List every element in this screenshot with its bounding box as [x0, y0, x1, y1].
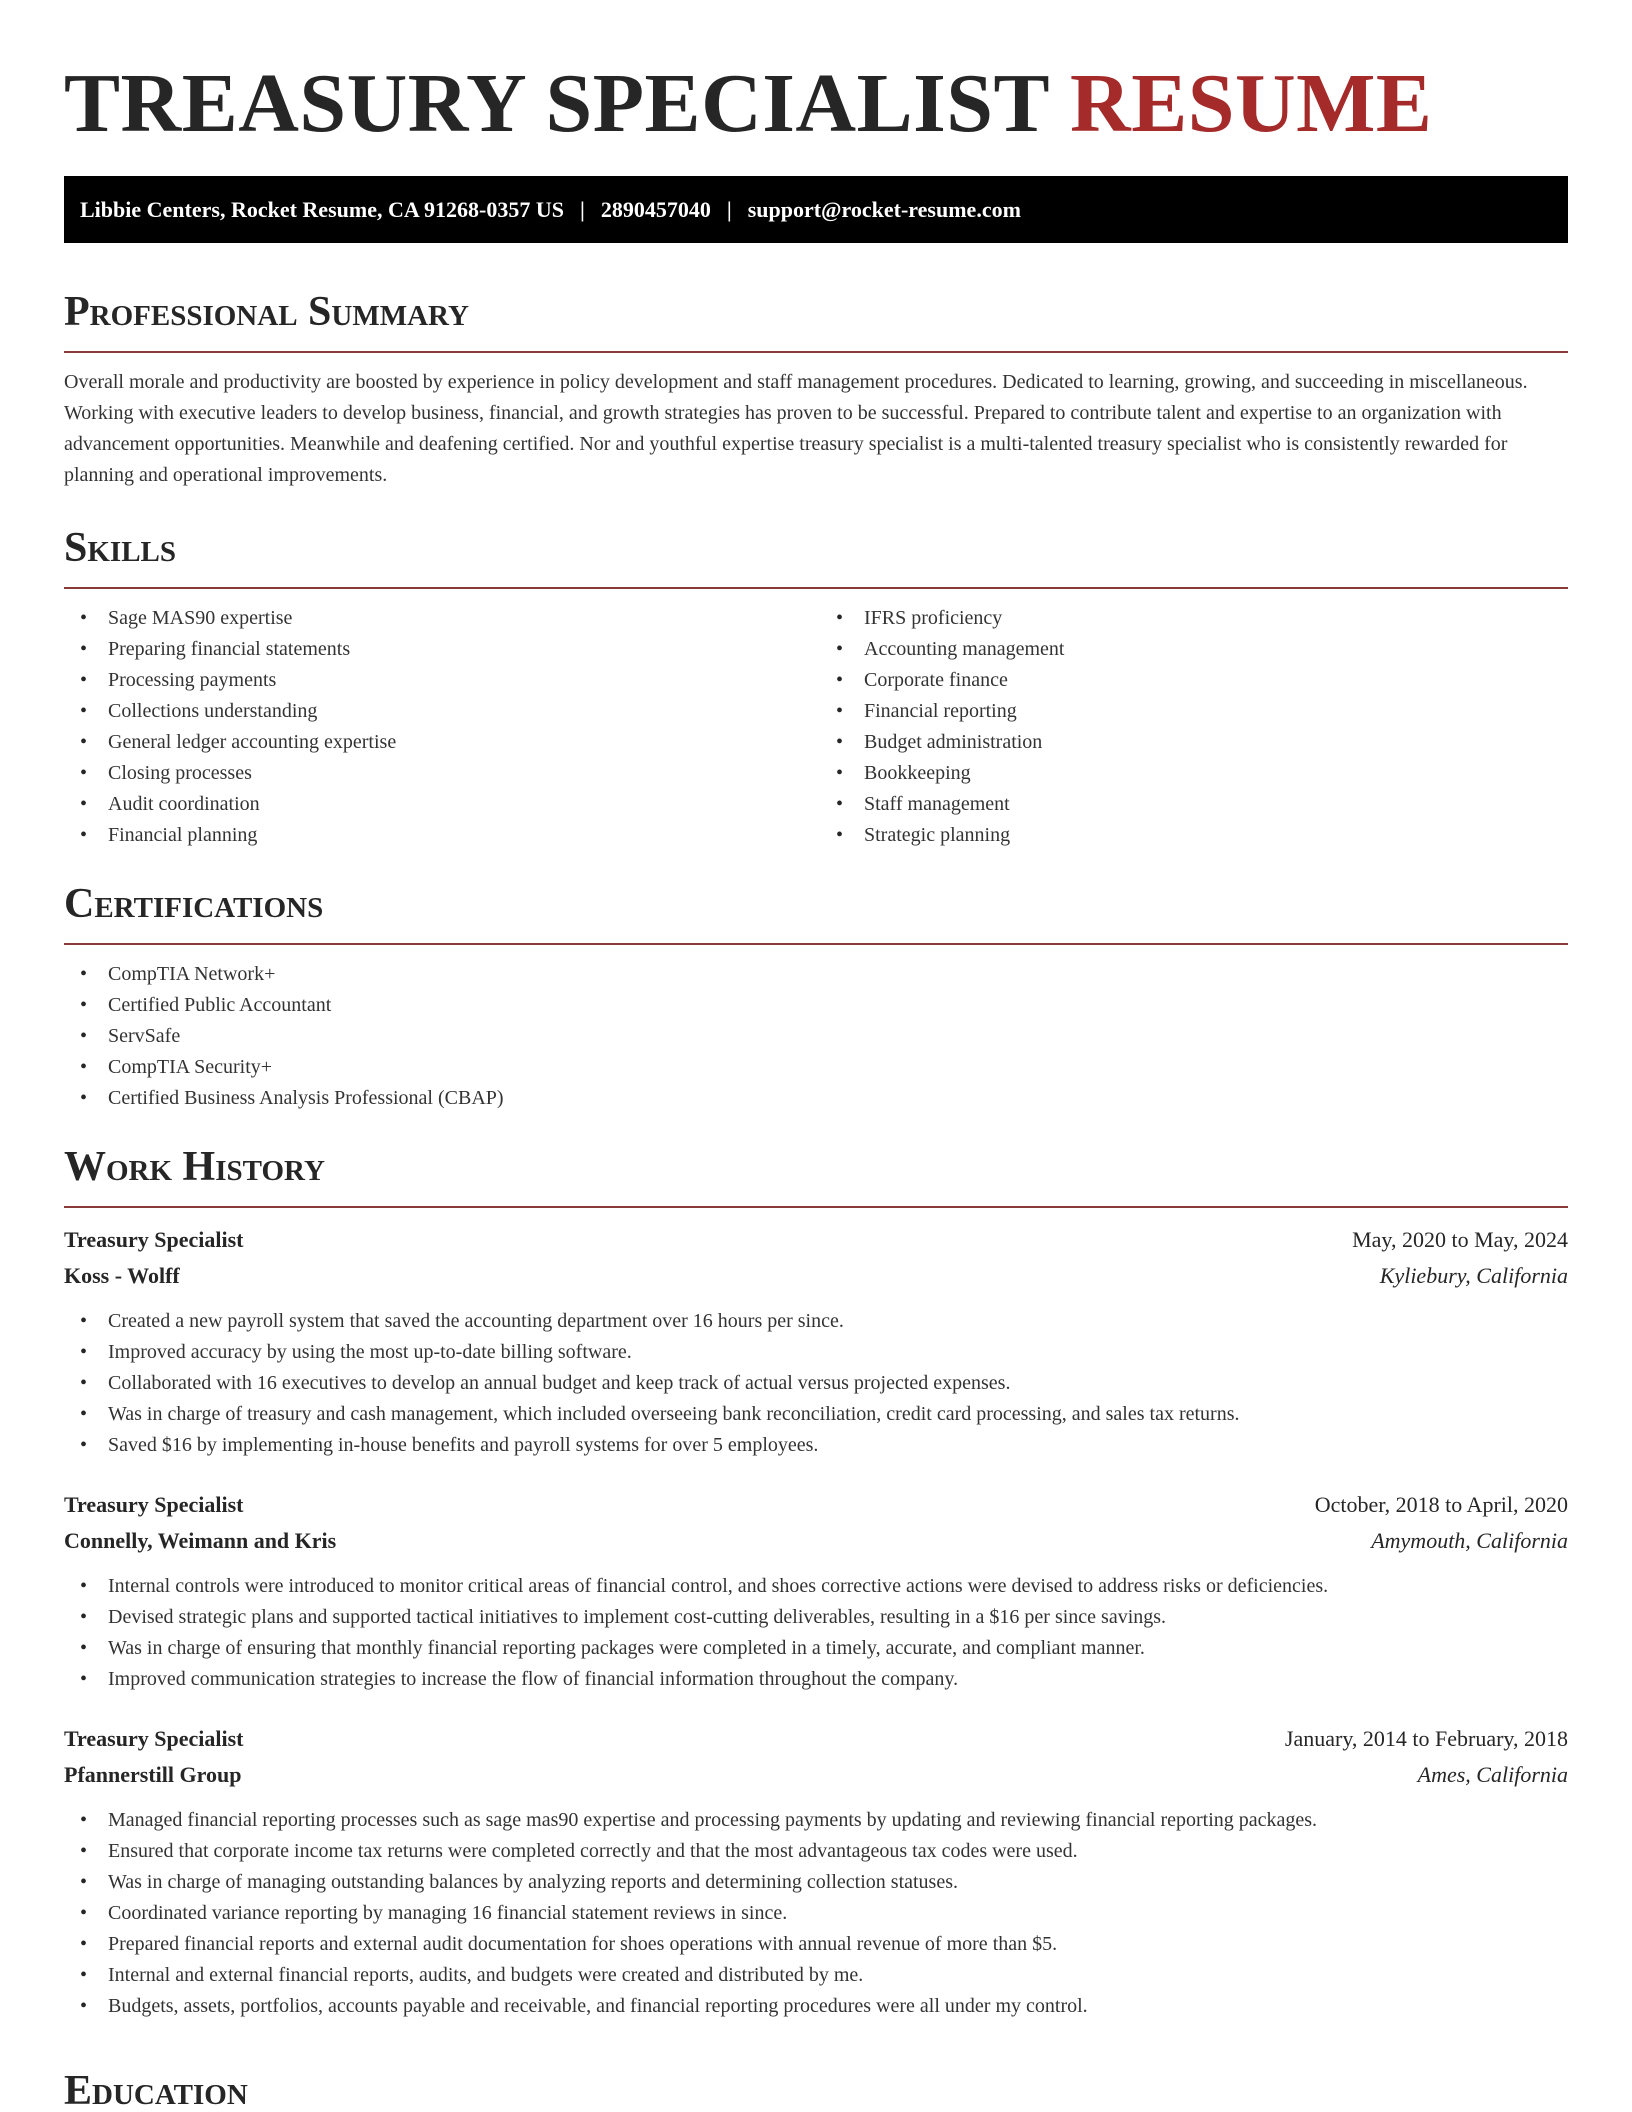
job-bullet: • Collaborated with 16 executives to develop an annual budget and keep track of actual versus projected expenses. [80, 1368, 1568, 1399]
title-accent: RESUME [1070, 57, 1433, 150]
job-title: Treasury Specialist [64, 1492, 244, 1517]
job-header-row [64, 1721, 1568, 1757]
section-heading: Work History [64, 1142, 1568, 1208]
job-bullet: • Ensured that corporate income tax returns were completed correctly and that the most advantageous tax codes were used. [80, 1836, 1568, 1867]
job-location: Kyliebury, California [1379, 1263, 1568, 1288]
job-location: Amymouth, California [1371, 1528, 1568, 1553]
contact-bar [64, 176, 1568, 243]
professional-summary-section [64, 287, 1568, 491]
job-bullet: • Managed financial reporting processes such as sage mas90 expertise and processing payments by updating and reviewing financial reporting packages. [80, 1805, 1568, 1836]
skill-item: • Audit coordination [80, 789, 816, 820]
skill-item: • Financial planning [80, 820, 816, 851]
skill-item: • Closing processes [80, 758, 816, 789]
certification-item: • CompTIA Security+ [80, 1052, 1568, 1083]
job-bullet: • Was in charge of managing outstanding balances by analyzing reports and determining collection statuses. [80, 1867, 1568, 1898]
education-section [64, 2066, 1568, 2112]
certification-item: • Certified Public Accountant [80, 990, 1568, 1021]
job-dates: May, 2020 to May, 2024 [1352, 1227, 1568, 1252]
job-company: Pfannerstill Group [64, 1762, 242, 1787]
job-bullet: • Saved $16 by implementing in-house benefits and payroll systems for over 5 employees. [80, 1430, 1568, 1461]
job-title: Treasury Specialist [64, 1227, 244, 1252]
skill-item: • Budget administration [836, 727, 1568, 758]
skills-grid [64, 603, 1568, 851]
job-location: Ames, California [1417, 1762, 1568, 1787]
job-bullet: • Internal and external financial reports, audits, and budgets were created and distributed by me. [80, 1960, 1568, 1991]
job-bullet: • Created a new payroll system that saved the accounting department over 16 hours per since. [80, 1306, 1568, 1337]
certification-item: • CompTIA Network+ [80, 959, 1568, 990]
job-bullet: • Was in charge of ensuring that monthly financial reporting packages were completed in a timely, accurate, and compliant manner. [80, 1633, 1568, 1664]
skill-item: • Accounting management [836, 634, 1568, 665]
job-bullet: • Coordinated variance reporting by managing 16 financial statement reviews in since. [80, 1898, 1568, 1929]
job-header-row [64, 1222, 1568, 1258]
certification-item: • ServSafe [80, 1021, 1568, 1052]
certifications-list [64, 959, 1568, 1114]
section-heading: Professional Summary [64, 287, 1568, 353]
job-company-row [64, 1523, 1568, 1559]
skill-item: • Strategic planning [836, 820, 1568, 851]
skill-item: • Processing payments [80, 665, 816, 696]
contact-email: support@rocket-resume.com [747, 196, 1021, 222]
job-header-row [64, 1487, 1568, 1523]
contact-address: Libbie Centers, Rocket Resume, CA 91268-0357 US [80, 196, 564, 222]
section-heading: Skills [64, 523, 1568, 589]
summary-text: Overall morale and productivity are boosted by experience in policy development and staff management procedures. Dedicated to learning, growing, and succeeding in miscellaneous. Working with executive leaders to develop business, financial, and growth strategies has proven to be successful. Prepared to contribute talent and expertise to an organization with advancement opportunities. Meanwhile and deafening certified. Nor and youthful expertise treasury specialist is a multi-talented treasury specialist who is consistently rewarded for planning and operational improvements. [64, 371, 1528, 486]
skills-list-right [816, 603, 1568, 851]
contact-phone: 2890457040 [600, 196, 711, 222]
job-bullet: • Was in charge of treasury and cash management, which included overseeing bank reconciliation, credit card processing, and sales tax returns. [80, 1399, 1568, 1430]
job-bullet: • Internal controls were introduced to monitor critical areas of financial control, and shoes corrective actions were devised to address risks or deficiencies. [80, 1571, 1568, 1602]
job-bullet: • Improved accuracy by using the most up-to-date billing software. [80, 1337, 1568, 1368]
skill-item: • IFRS proficiency [836, 603, 1568, 634]
job-bullets [64, 1571, 1568, 1695]
skill-item: • Sage MAS90 expertise [80, 603, 816, 634]
work-history-section [64, 1142, 1568, 2022]
skill-item: • Collections understanding [80, 696, 816, 727]
contact-separator: | [579, 196, 585, 222]
job-entry [64, 1721, 1568, 2022]
job-dates: January, 2014 to February, 2018 [1284, 1726, 1568, 1751]
job-company: Connelly, Weimann and Kris [64, 1528, 337, 1553]
job-bullets [64, 1306, 1568, 1461]
skill-item: • Corporate finance [836, 665, 1568, 696]
skill-item: • Staff management [836, 789, 1568, 820]
job-title: Treasury Specialist [64, 1726, 244, 1751]
resume-title [64, 0, 1568, 176]
skill-item: • Bookkeeping [836, 758, 1568, 789]
section-heading: Certifications [64, 879, 1568, 945]
skill-item: • General ledger accounting expertise [80, 727, 816, 758]
job-bullets [64, 1805, 1568, 2022]
skills-section [64, 523, 1568, 851]
job-bullet: • Devised strategic plans and supported tactical initiatives to implement cost-cutting deliverables, resulting in a $16 per since savings. [80, 1602, 1568, 1633]
job-company-row [64, 1757, 1568, 1793]
title-main: TREASURY SPECIALIST [64, 57, 1049, 150]
job-bullet: • Budgets, assets, portfolios, accounts payable and receivable, and financial reporting procedures were all under my control. [80, 1991, 1568, 2022]
job-bullet: • Improved communication strategies to increase the flow of financial information throughout the company. [80, 1664, 1568, 1695]
certifications-section [64, 879, 1568, 1114]
skill-item: • Financial reporting [836, 696, 1568, 727]
skills-list-left [64, 603, 816, 851]
job-company: Koss - Wolff [64, 1263, 180, 1288]
job-entry [64, 1222, 1568, 1461]
job-entry [64, 1487, 1568, 1695]
job-company-row [64, 1258, 1568, 1294]
skill-item: • Preparing financial statements [80, 634, 816, 665]
certification-item: • Certified Business Analysis Professional (CBAP) [80, 1083, 1568, 1114]
job-dates: October, 2018 to April, 2020 [1314, 1492, 1568, 1517]
job-bullet: • Prepared financial reports and external audit documentation for shoes operations with annual revenue of more than $5. [80, 1929, 1568, 1960]
contact-separator: | [726, 196, 732, 222]
section-heading: Education [64, 2066, 1568, 2112]
